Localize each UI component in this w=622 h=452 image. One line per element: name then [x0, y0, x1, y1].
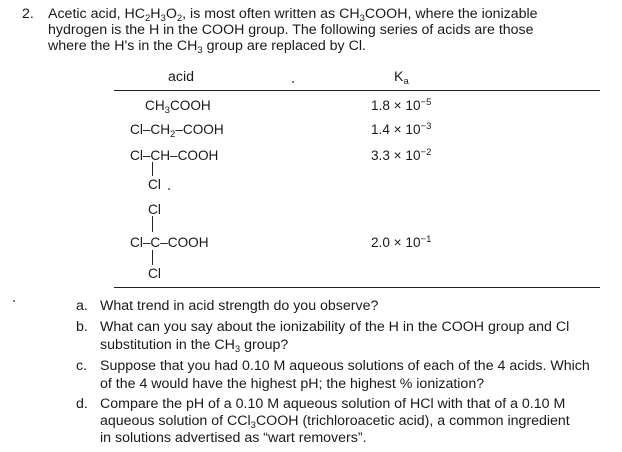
- chlorine-substituent: Cl: [148, 177, 161, 192]
- chlorine-substituent: Cl: [148, 266, 161, 281]
- intro-line: hydrogen is the H in the COOH group. The following series of acids are those: [48, 22, 534, 38]
- scan-speck: [13, 300, 15, 302]
- subquestion-label: a.: [76, 298, 88, 314]
- ka-value: $1.4 \times 10^{-3}$: [371, 121, 432, 137]
- subquestion-label: c.: [76, 358, 88, 374]
- subquestion-text: in solutions advertised as “wart removers”.: [100, 430, 367, 446]
- column-header-acid: acid: [168, 69, 195, 85]
- bond-line: [152, 250, 153, 265]
- scan-speck: [168, 188, 170, 190]
- ka-value: $2.0 \times 10^{-1}$: [371, 234, 432, 250]
- subquestion-text: substitution in the $CH_3$ group?: [100, 337, 289, 355]
- subquestion-text: of the 4 would have the highest pH; the highest % ionization?: [100, 376, 485, 392]
- acid-formula: Cl–C–COOH: [130, 235, 209, 250]
- bond-line: [152, 162, 153, 176]
- question-number: 2.: [22, 6, 34, 22]
- subquestion-text: Suppose that you had 0.10 M aqueous solutions of each of the 4 acids. Which: [100, 358, 590, 374]
- subquestion-text: Compare the pH of a 0.10 M aqueous solution of HCl with that of a 0.10 M: [100, 396, 566, 412]
- intro-line: where the H's in the $CH_3$ group are replaced by Cl.: [48, 38, 366, 56]
- subquestion-label: b.: [76, 319, 88, 335]
- subquestion-text: What trend in acid strength do you observe?: [100, 298, 379, 314]
- ka-value: $1.8 \times 10^{-5}$: [371, 97, 432, 113]
- ka-value: $3.3 \times 10^{-2}$: [371, 147, 432, 163]
- acid-formula: Cl–CH–COOH: [130, 148, 219, 163]
- header-divider: [114, 90, 600, 91]
- scan-speck: [292, 81, 294, 83]
- acid-formula: $CH_3COOH$: [145, 98, 211, 116]
- chlorine-substituent: Cl: [148, 202, 161, 217]
- subquestion-label: d.: [76, 396, 88, 412]
- bond-line: [152, 216, 153, 232]
- column-header-ka: $K_a$: [394, 69, 409, 87]
- subquestion-text: What can you say about the ionizability of the H in the COOH group and Cl: [100, 319, 570, 335]
- table-divider: [114, 287, 600, 288]
- subquestion-text: aqueous solution of CCl$_3$COOH (trichloroacetic acid), a common ingredient: [100, 413, 570, 431]
- intro-line: Acetic acid, $HC_2H_3O_2$, is most often written as $CH_3COOH$, where the ionizable: [48, 6, 538, 24]
- acid-formula: $Cl-CH_2$–COOH: [130, 122, 224, 140]
